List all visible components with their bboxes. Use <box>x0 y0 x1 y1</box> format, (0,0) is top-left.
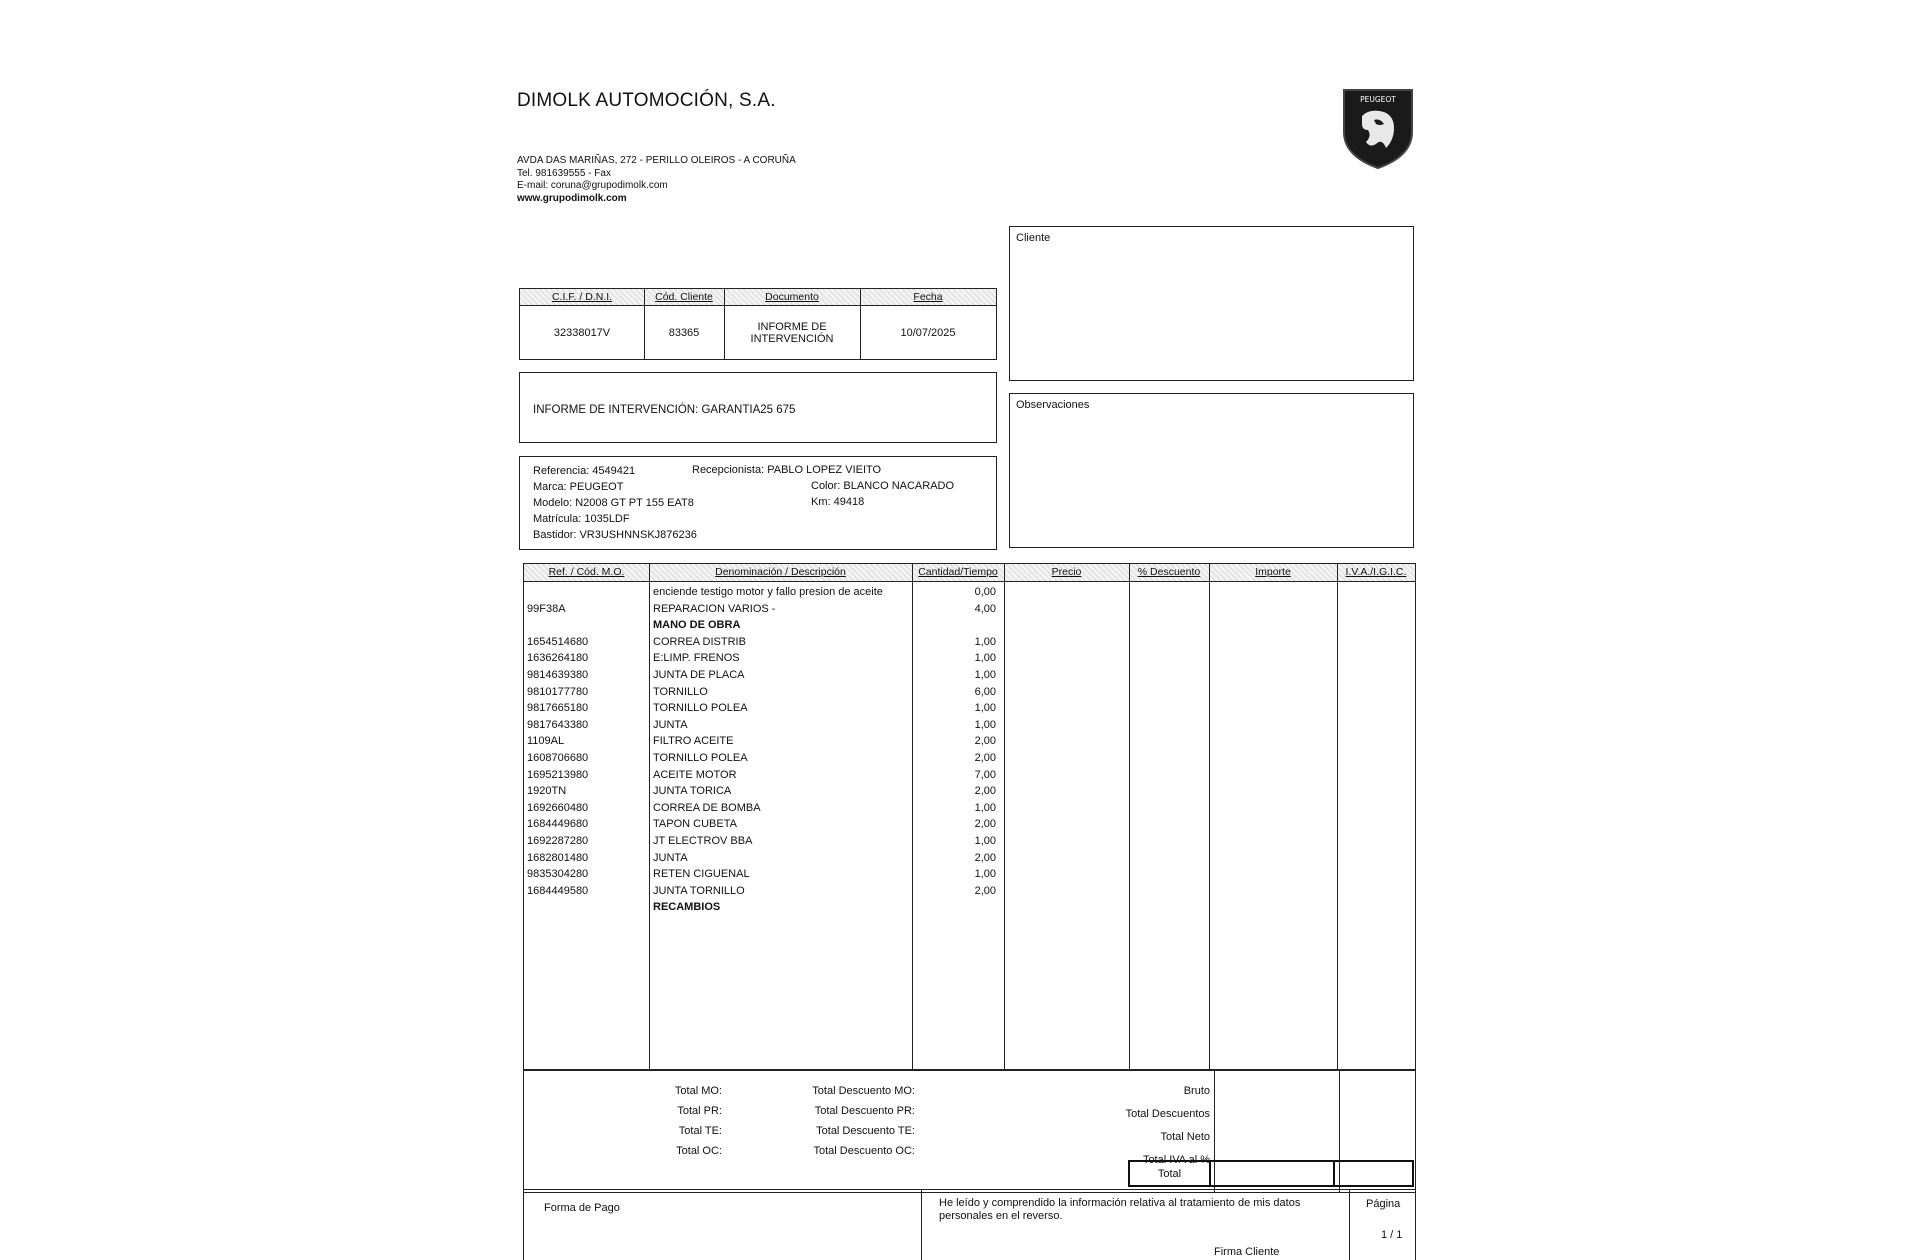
table-row <box>524 717 1415 734</box>
item-quantity: 1,00 <box>974 635 996 648</box>
company-name: DIMOLK AUTOMOCIÓN, S.A. <box>517 90 776 111</box>
vehicle-matricula: Matrícula: 1035LDF <box>533 513 630 525</box>
item-ref: 1684449580 <box>527 884 589 897</box>
item-description: FILTRO ACEITE <box>653 735 734 748</box>
item-ref: 1608706680 <box>527 752 589 764</box>
item-description: JUNTA TORICA <box>653 785 732 798</box>
item-ref: 9835304280 <box>527 868 589 881</box>
table-row <box>524 700 1415 717</box>
company-email: E-mail: coruna@grupodimolk.com <box>517 180 668 191</box>
firma-cliente-label: Firma Cliente <box>1214 1246 1280 1258</box>
pagina-label: Página <box>1366 1198 1401 1210</box>
item-ref: 1920TN <box>527 785 567 798</box>
item-quantity: 1,00 <box>974 868 996 881</box>
item-quantity: 1,00 <box>974 835 996 847</box>
vehicle-referencia: Referencia: 4549421 <box>533 465 636 477</box>
desc-mo-label: Total Descuento MO: <box>812 1085 915 1097</box>
table-row <box>524 684 1415 701</box>
item-quantity: 2,00 <box>974 884 996 897</box>
total-label: Total <box>1130 1162 1211 1185</box>
header-cod-cliente: Cód. Cliente <box>644 289 724 306</box>
fecha-value: 10/07/2025 <box>900 326 956 339</box>
item-ref: 1692660480 <box>527 801 589 814</box>
item-description: enciende testigo motor y fallo presion de aceite <box>653 586 883 598</box>
observaciones-label: Observaciones <box>1016 399 1090 411</box>
documento-value: INFORME DE INTERVENCIÓN <box>750 320 834 345</box>
report-title-box <box>519 372 997 443</box>
item-description: E:LIMP. FRENOS <box>653 652 740 665</box>
item-quantity: 1,00 <box>974 702 996 715</box>
cliente-label: Cliente <box>1016 232 1051 244</box>
item-quantity: 2,00 <box>974 785 996 798</box>
item-description: CORREA DISTRIB <box>653 635 746 648</box>
table-row <box>524 816 1415 833</box>
item-description: TORNILLO <box>653 685 708 698</box>
vehicle-modelo: Modelo: N2008 GT PT 155 EAT8 <box>533 497 694 509</box>
observaciones-box <box>1009 393 1414 548</box>
col-ref: Ref. / Cód. M.O. <box>548 566 625 578</box>
item-description: REPARACION VARIOS - <box>653 602 776 615</box>
item-ref: 1695213980 <box>527 768 589 781</box>
item-ref: 1654514680 <box>527 635 589 648</box>
vehicle-km: Km: 49418 <box>811 496 865 508</box>
item-ref: 9810177780 <box>527 685 589 698</box>
item-quantity: 2,00 <box>974 851 996 864</box>
grand-total-box <box>1128 1160 1414 1187</box>
desc-oc-label: Total Descuento OC: <box>813 1145 915 1157</box>
item-description: TORNILLO POLEA <box>653 752 748 764</box>
peugeot-logo <box>1340 86 1416 170</box>
item-quantity: 2,00 <box>974 752 996 764</box>
total-pr-label: Total PR: <box>677 1105 722 1117</box>
item-ref: 9817665180 <box>527 702 589 715</box>
total-mo-label: Total MO: <box>674 1085 722 1097</box>
total-te-label: Total TE: <box>678 1125 722 1137</box>
company-address: AVDA DAS MARIÑAS, 272 - PERILLO OLEIROS - A CORUÑA <box>517 155 796 166</box>
item-quantity: 1,00 <box>974 718 996 731</box>
item-ref: 9817643380 <box>527 718 589 731</box>
item-description: RETEN CIGUENAL <box>653 868 750 881</box>
table-row <box>524 733 1415 750</box>
item-quantity: 4,00 <box>974 602 996 615</box>
privacy-text-line2: personales en el reverso. <box>939 1210 1063 1222</box>
table-row <box>524 899 1415 916</box>
vehicle-bastidor: Bastidor: VR3USHNNSKJ876236 <box>533 529 697 541</box>
cliente-box <box>1009 226 1414 381</box>
item-quantity: 2,00 <box>974 735 996 748</box>
bruto-label: Bruto <box>1183 1085 1210 1097</box>
item-ref: 1109AL <box>527 735 565 748</box>
table-row <box>524 584 1415 601</box>
header-documento: Documento <box>724 289 860 306</box>
table-row <box>524 800 1415 817</box>
item-quantity: 0,00 <box>974 586 996 598</box>
col-iva: I.V.A./I.G.I.C. <box>1345 566 1407 578</box>
vehicle-recepcionista: Recepcionista: PABLO LOPEZ VIEITO <box>692 464 882 476</box>
col-importe: Importe <box>1255 566 1291 578</box>
item-quantity: 6,00 <box>974 685 996 698</box>
privacy-text-line1: He leído y comprendido la información relativa al tratamiento de mis datos <box>939 1197 1301 1209</box>
item-ref: 1692287280 <box>527 835 589 847</box>
cif-value: 32338017V <box>553 326 611 339</box>
item-description: RECAMBIOS <box>653 901 721 914</box>
total-iva-label: Total IVA al % <box>1142 1154 1210 1166</box>
total-descuentos-label: Total Descuentos <box>1125 1108 1210 1120</box>
table-row <box>524 650 1415 667</box>
item-description: CORREA DE BOMBA <box>653 801 761 814</box>
forma-pago-label: Forma de Pago <box>544 1202 620 1214</box>
logo-text: PEUGEOT <box>1360 95 1396 104</box>
item-description: TAPON CUBETA <box>653 818 737 831</box>
item-ref: 1636264180 <box>527 652 589 665</box>
table-row <box>524 667 1415 684</box>
vehicle-info-box <box>519 456 997 550</box>
total-oc-label: Total OC: <box>676 1145 722 1157</box>
item-quantity: 2,00 <box>974 818 996 831</box>
item-ref: 9814639380 <box>527 669 589 681</box>
item-description: JUNTA DE PLACA <box>653 669 745 681</box>
table-row <box>524 883 1415 900</box>
item-description: MANO DE OBRA <box>653 619 741 632</box>
total-neto-label: Total Neto <box>1160 1131 1210 1143</box>
item-description: ACEITE MOTOR <box>653 768 737 781</box>
desc-te-label: Total Descuento TE: <box>816 1125 915 1137</box>
table-row <box>524 750 1415 767</box>
table-row <box>524 783 1415 800</box>
table-row <box>524 617 1415 634</box>
item-ref: 99F38A <box>527 602 566 615</box>
item-ref: 1682801480 <box>527 851 589 864</box>
header-cif: C.I.F. / D.N.I. <box>520 289 644 306</box>
header-fecha: Fecha <box>860 289 996 306</box>
table-row <box>524 767 1415 784</box>
vehicle-marca: Marca: PEUGEOT <box>533 481 624 493</box>
company-phone: Tel. 981639555 - Fax <box>517 167 611 179</box>
item-quantity: 1,00 <box>974 669 996 681</box>
item-ref: 1684449680 <box>527 818 589 831</box>
table-row <box>524 601 1415 618</box>
desc-pr-label: Total Descuento PR: <box>814 1105 915 1117</box>
footer-section <box>523 1189 1416 1260</box>
items-table <box>523 563 1416 1071</box>
item-description: TORNILLO POLEA <box>653 702 748 715</box>
company-address-block <box>517 155 796 205</box>
item-description: JT ELECTROV BBA <box>653 835 753 847</box>
table-row <box>524 833 1415 850</box>
items-table-header <box>524 564 1415 582</box>
table-row <box>524 866 1415 883</box>
item-description: JUNTA <box>653 718 688 731</box>
col-precio: Precio <box>1051 566 1082 578</box>
item-quantity: 7,00 <box>974 768 996 781</box>
pagina-value: 1 / 1 <box>1381 1229 1403 1241</box>
document-info-table <box>519 288 997 360</box>
table-row <box>524 850 1415 867</box>
item-quantity: 1,00 <box>974 652 996 665</box>
item-description: JUNTA TORNILLO <box>653 884 745 897</box>
vehicle-color: Color: BLANCO NACARADO <box>811 480 955 492</box>
item-description: JUNTA <box>653 851 688 864</box>
cod-cliente-value: 83365 <box>668 326 700 339</box>
report-title: INFORME DE INTERVENCIÓN: GARANTIA25 675 <box>533 404 796 416</box>
col-descripcion: Denominación / Descripción <box>715 566 846 578</box>
company-website: www.grupodimolk.com <box>517 192 627 204</box>
table-row <box>524 634 1415 651</box>
col-descuento: % Descuento <box>1137 566 1201 578</box>
item-quantity: 1,00 <box>974 801 996 814</box>
col-cantidad: Cantidad/Tiempo <box>918 566 998 578</box>
